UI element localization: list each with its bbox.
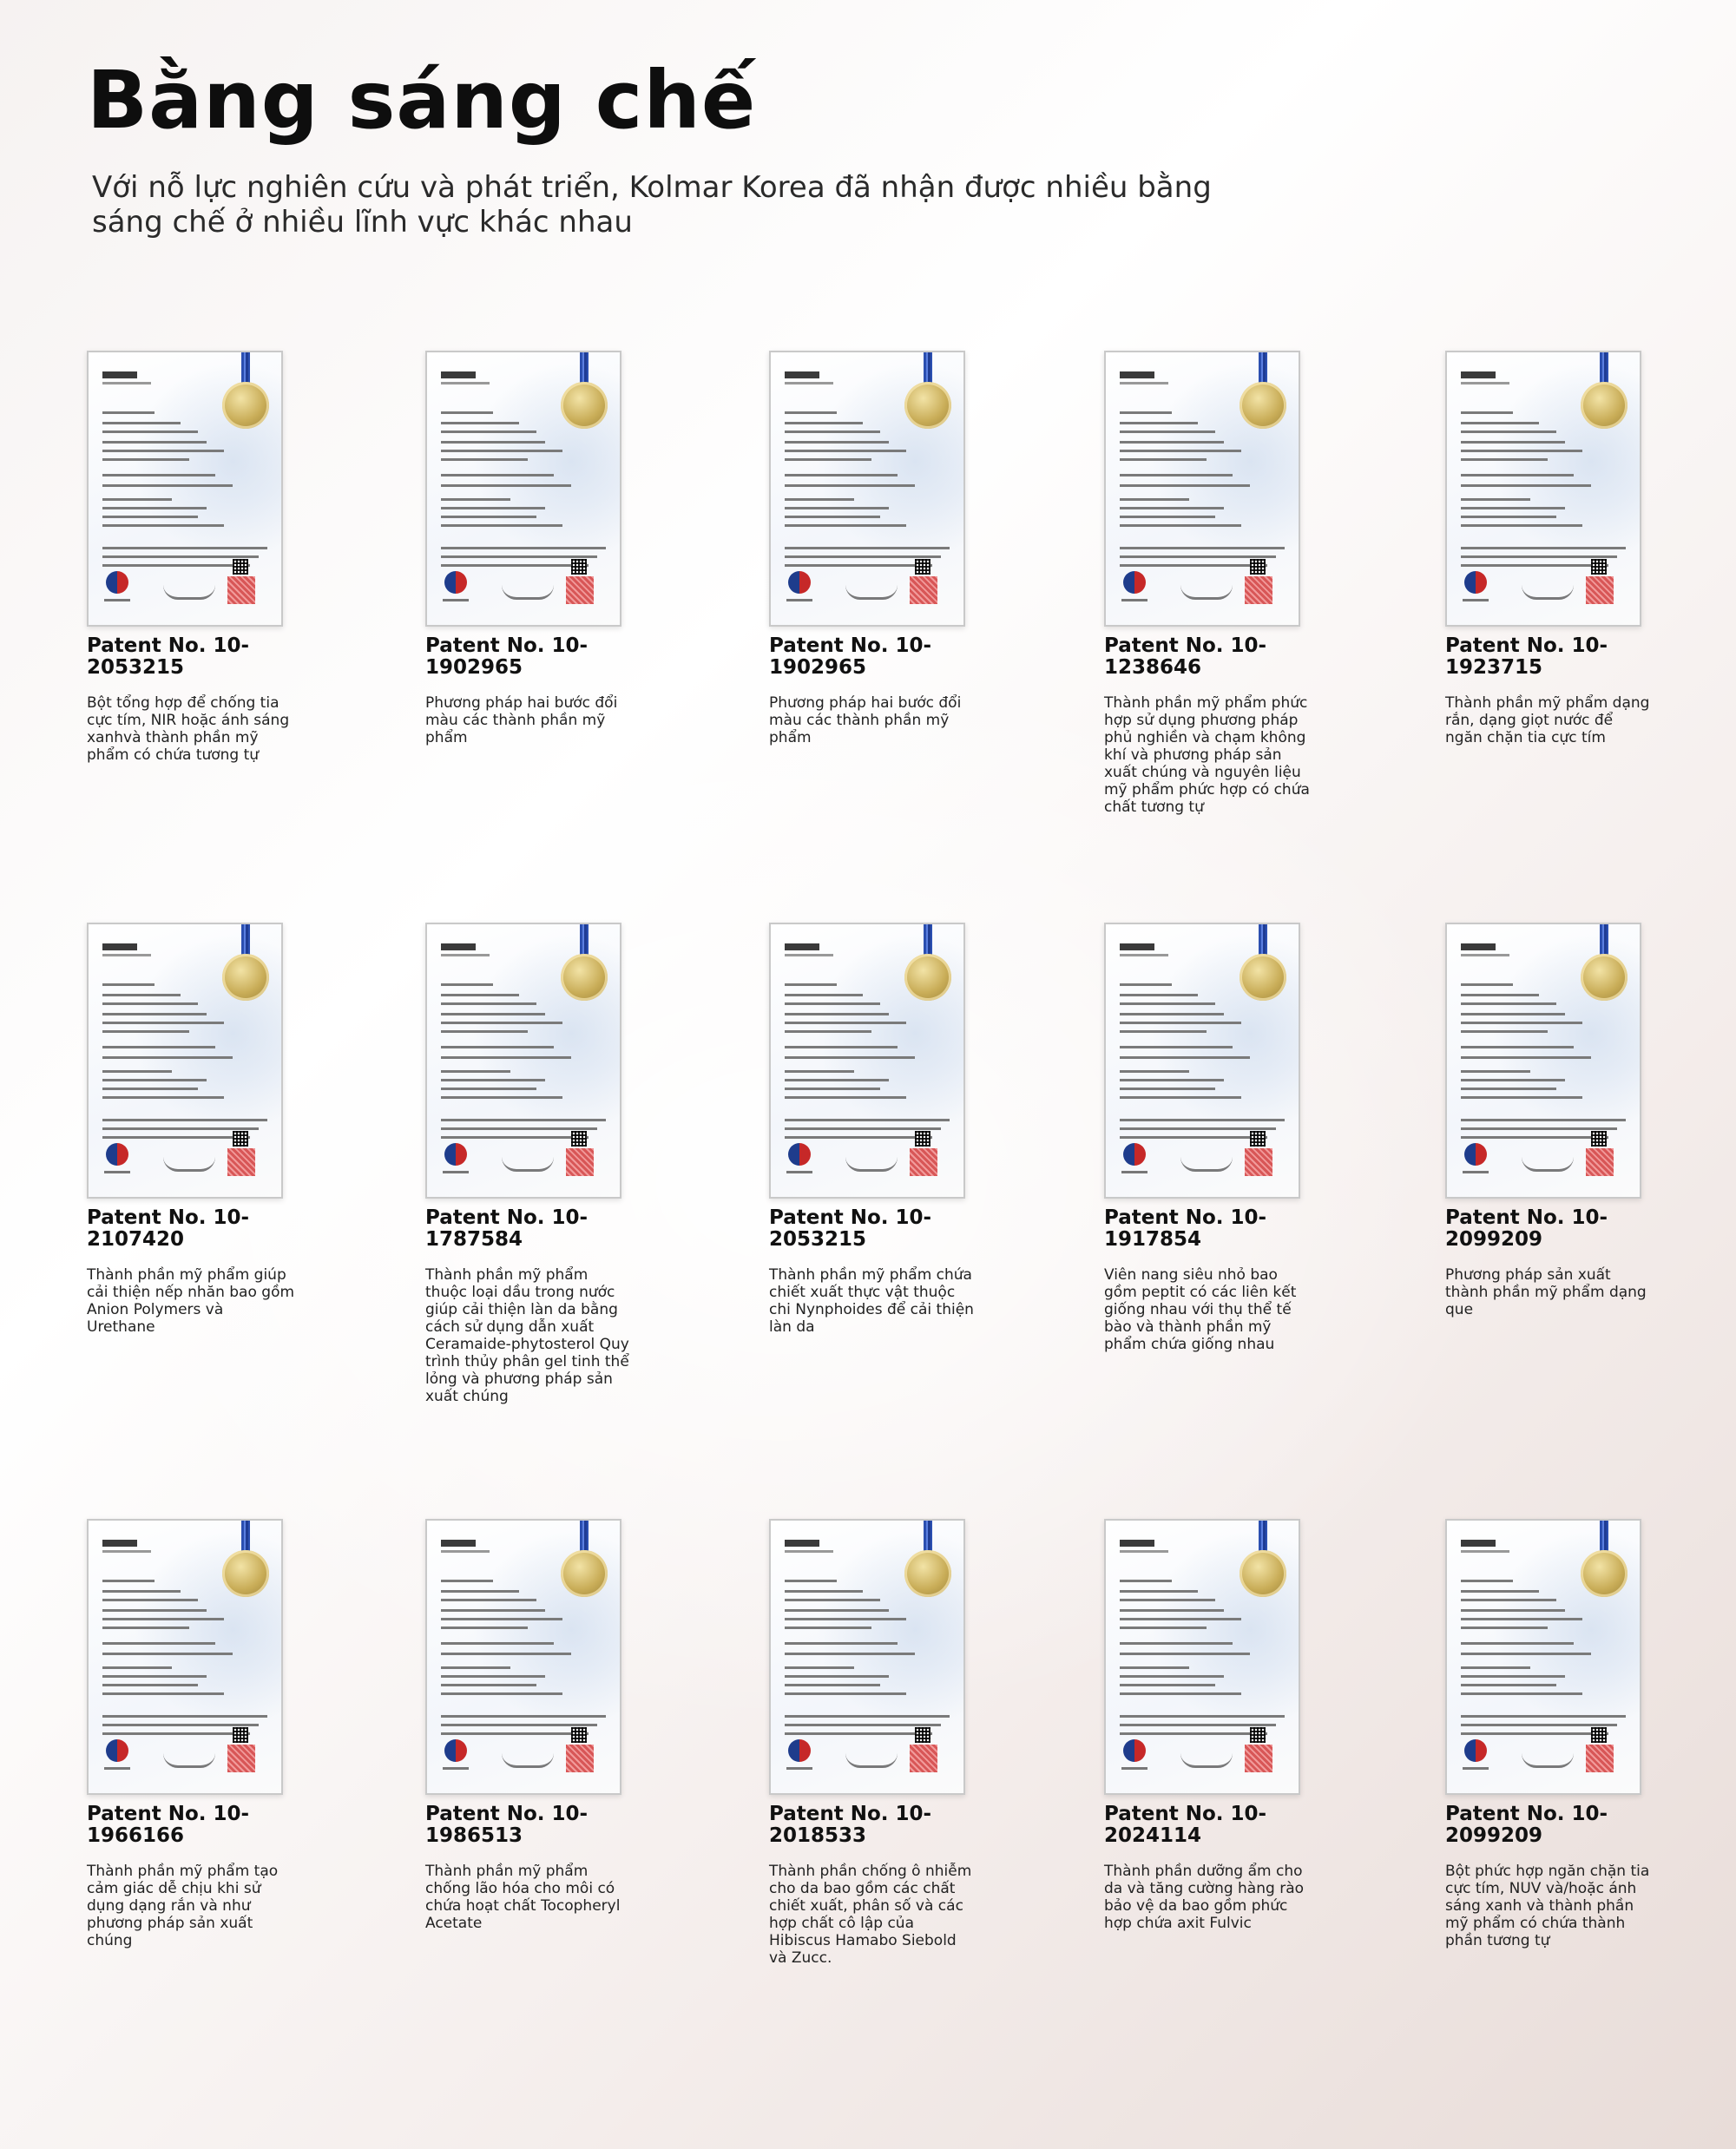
patent-certificate-image: [87, 923, 283, 1199]
patent-number: Patent No. 10- 1917854: [1104, 1206, 1267, 1251]
patent-number: Patent No. 10- 2024114: [1104, 1803, 1267, 1847]
patent-certificate-image: [769, 923, 965, 1199]
patent-description: Thành phần dưỡng ẩm cho da và tăng cường hàng rào bảo vệ da bao gồm phức hợp chứa axit Fulvic: [1104, 1863, 1305, 1932]
patent-description: Phương pháp hai bước đổi màu các thành phần mỹ phẩm: [769, 694, 962, 746]
patent-number: Patent No. 10- 2053215: [87, 634, 250, 679]
patent-description: Thành phần mỹ phẩm phức hợp sử dụng phương pháp phủ nghiền và chạm không khí và phương pháp sản xuất chúng và nguyên liệu mỹ phẩm phức hợp có chứa chất tương tự: [1104, 694, 1310, 816]
patent-description: Thành phần mỹ phẩm dạng rắn, dạng giọt nước để ngăn chặn tia cực tím: [1445, 694, 1650, 746]
patent-certificate-image: [425, 1519, 621, 1795]
patent-number: Patent No. 10- 1787584: [425, 1206, 589, 1251]
patent-number: Patent No. 10- 2018533: [769, 1803, 932, 1847]
patent-number: Patent No. 10- 1902965: [425, 634, 589, 679]
patent-description: Viên nang siêu nhỏ bao gồm peptit có các liên kết giống nhau với thụ thể tế bào và thành phần mỹ phẩm chứa giống nhau: [1104, 1266, 1297, 1353]
patent-number: Patent No. 10- 2053215: [769, 1206, 932, 1251]
patent-certificate-image: [769, 351, 965, 627]
patent-description: Phương pháp hai bước đổi màu các thành phần mỹ phẩm: [425, 694, 618, 746]
patent-certificate-image: [425, 351, 621, 627]
patent-number: Patent No. 10- 1966166: [87, 1803, 250, 1847]
patent-card: [769, 923, 1029, 1336]
patent-card: [87, 923, 347, 1336]
patent-description: Thành phần mỹ phẩm chứa chiết xuất thực vật thuộc chi Nynphoides để cải thiện làn da: [769, 1266, 974, 1336]
patent-card: [1445, 351, 1706, 746]
patent-description: Thành phần mỹ phẩm chống lão hóa cho môi có chứa hoạt chất Tocopheryl Acetate: [425, 1863, 621, 1932]
patent-description: Phương pháp sản xuất thành phần mỹ phẩm dạng que: [1445, 1266, 1647, 1318]
patent-number: Patent No. 10- 1923715: [1445, 634, 1608, 679]
patent-certificate-image: [87, 351, 283, 627]
patent-card: [1104, 923, 1364, 1353]
patent-number: Patent No. 10- 2107420: [87, 1206, 250, 1251]
patent-card: [1445, 923, 1706, 1318]
patent-number: Patent No. 10- 2099209: [1445, 1206, 1608, 1251]
patent-number: Patent No. 10- 1902965: [769, 634, 932, 679]
patent-description: Thành phần mỹ phẩm tạo cảm giác dễ chịu khi sử dụng dạng rắn và như phương pháp sản xuất chúng: [87, 1863, 279, 1949]
patent-number: Patent No. 10- 1986513: [425, 1803, 589, 1847]
patent-certificate-image: [1104, 351, 1300, 627]
patent-card: [425, 923, 686, 1405]
patent-card: [1104, 1519, 1364, 1932]
patent-card: [1104, 351, 1364, 816]
patent-description: Thành phần mỹ phẩm giúp cải thiện nếp nhăn bao gồm Anion Polymers và Urethane: [87, 1266, 295, 1336]
page-subtitle: Với nỗ lực nghiên cứu và phát triển, Kolmar Korea đã nhận được nhiều bằng sáng chế ở nhiều lĩnh vực khác nhau: [92, 170, 1212, 240]
patent-certificate-image: [1104, 1519, 1300, 1795]
patent-card: [425, 351, 686, 746]
patent-card: [769, 1519, 1029, 1967]
patent-certificate-image: [769, 1519, 965, 1795]
patent-certificate-image: [1104, 923, 1300, 1199]
patent-certificate-image: [87, 1519, 283, 1795]
patent-description: Thành phần chống ô nhiễm cho da bao gồm các chất chiết xuất, phân số và các hợp chất cô lập của Hibiscus Hamabo Siebold và Zucc.: [769, 1863, 972, 1967]
patent-card: [87, 1519, 347, 1949]
patent-certificate-image: [1445, 351, 1641, 627]
patent-number: Patent No. 10- 2099209: [1445, 1803, 1608, 1847]
patent-description: Bột tổng hợp để chống tia cực tím, NIR hoặc ánh sáng xanhvà thành phần mỹ phẩm có chứa tương tự: [87, 694, 290, 764]
patent-description: Thành phần mỹ phẩm thuộc loại dầu trong nước giúp cải thiện làn da bằng cách sử dụng dẫn xuất Ceramaide-phytosterol Quy trình thủy phân gel tinh thể lỏng và phương pháp sản xuất chúng: [425, 1266, 629, 1405]
page-title: Bằng sáng chế: [87, 54, 757, 147]
patent-card: [1445, 1519, 1706, 1949]
patent-certificate-image: [1445, 923, 1641, 1199]
patent-certificate-image: [1445, 1519, 1641, 1795]
patent-number: Patent No. 10- 1238646: [1104, 634, 1267, 679]
patent-card: [425, 1519, 686, 1932]
patent-card: [87, 351, 347, 764]
patent-description: Bột phức hợp ngăn chặn tia cực tím, NUV và/hoặc ánh sáng xanh và thành phần mỹ phẩm có chứa thành phần tương tự: [1445, 1863, 1650, 1949]
patent-card: [769, 351, 1029, 746]
patent-certificate-image: [425, 923, 621, 1199]
